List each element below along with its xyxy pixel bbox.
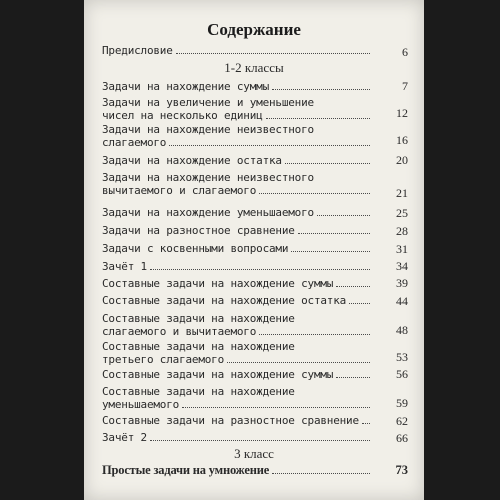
toc-entry-title: Составные задачи на нахождение суммы [102, 368, 334, 381]
dot-leader [259, 193, 370, 194]
dot-leader [336, 286, 370, 287]
toc-entry [102, 242, 372, 255]
book-page [84, 0, 424, 500]
toc-entry-title: Задачи на разностное сравнение [102, 224, 295, 237]
toc-page-number: 44 [396, 294, 408, 308]
toc-page-number: 20 [396, 153, 408, 167]
toc-page-number: 59 [396, 396, 408, 410]
toc-entry-line [102, 340, 372, 353]
dot-leader [150, 269, 370, 270]
toc-entry-title: Простые задачи на умножение [102, 464, 270, 477]
toc-entry-title: чисел на несколько единиц [102, 109, 263, 122]
toc-entry-line [102, 206, 372, 219]
toc-entry [102, 294, 372, 307]
toc-entry-line [102, 136, 372, 149]
dot-leader [362, 423, 370, 424]
dot-leader [227, 362, 370, 363]
toc-entry-line [102, 224, 372, 237]
toc-entry-line [102, 171, 372, 184]
toc-entry [102, 414, 372, 427]
toc-entry-line [102, 123, 372, 136]
toc-entry [102, 431, 372, 444]
dot-leader [150, 440, 370, 441]
section-heading-1-2: 1-2 классы [224, 60, 284, 75]
toc-entry-title: уменьшаемого [102, 398, 180, 411]
toc-entry-line [102, 44, 372, 57]
toc-entry-title: Задачи на нахождение неизвестного [102, 171, 314, 184]
toc-entry-line [102, 431, 372, 444]
toc-page-number: 48 [396, 323, 408, 337]
toc-entry-line [102, 109, 372, 122]
toc-entry [102, 368, 372, 381]
toc-entry [102, 96, 372, 122]
toc-entry-title: Составные задачи на нахождение [102, 312, 295, 325]
dot-leader [285, 163, 370, 164]
dot-leader [182, 407, 370, 408]
toc-page-number: 53 [396, 350, 408, 364]
section-heading-3: 3 класс [234, 446, 274, 461]
toc-entry-line [102, 260, 372, 273]
dot-leader [176, 53, 370, 54]
toc-page-number: 31 [396, 242, 408, 256]
toc-entry [102, 44, 372, 57]
toc-entry-title: Зачёт 2 [102, 431, 147, 444]
toc-entry-line [102, 242, 372, 255]
toc-entry-line [102, 368, 372, 381]
toc-page-number: 6 [402, 45, 408, 59]
toc-page-number: 66 [396, 431, 408, 445]
toc-entry-line [102, 414, 372, 427]
toc-entry-line [102, 96, 372, 109]
dot-leader [266, 118, 370, 119]
page-title: Содержание [207, 20, 301, 39]
toc-entry-line [102, 398, 372, 411]
toc-entry [102, 154, 372, 167]
toc-page-number: 25 [396, 206, 408, 220]
toc-page-number: 34 [396, 259, 408, 273]
toc-entry-line [102, 325, 372, 338]
toc-entry [102, 340, 372, 366]
toc-page-number: 62 [396, 414, 408, 428]
toc-entry [102, 277, 372, 290]
toc-entry-line [102, 294, 372, 307]
toc-entry-title: слагаемого и вычитаемого [102, 325, 257, 338]
toc-entry-title: Задачи на нахождение уменьшаемого [102, 206, 314, 219]
toc-page-number: 56 [396, 367, 408, 381]
toc-entry-title: Составные задачи на нахождение суммы [102, 277, 334, 290]
toc-entry-title: Составные задачи на нахождение [102, 340, 295, 353]
dot-leader [169, 145, 370, 146]
toc-entry [102, 260, 372, 273]
toc-entry [102, 224, 372, 237]
toc-entry-title: Задачи на нахождение суммы [102, 80, 269, 93]
toc-entry-title: Задачи на увеличение и уменьшение [102, 96, 314, 109]
toc-page-number: 39 [396, 276, 408, 290]
toc-entry [102, 385, 372, 411]
toc-page-number: 7 [402, 79, 408, 93]
toc-entry-title: вычитаемого и слагаемого [102, 184, 257, 197]
toc-entry-title: Составные задачи на нахождение [102, 385, 295, 398]
toc-entry [102, 80, 372, 93]
toc-page-number: 12 [396, 106, 408, 120]
dot-leader [298, 233, 370, 234]
dot-leader [336, 377, 370, 378]
toc-entry [102, 206, 372, 219]
toc-entry-title: Задачи на нахождение остатка [102, 154, 282, 167]
toc-entry [102, 312, 372, 338]
toc-entry [102, 464, 372, 477]
toc-page-number: 28 [396, 224, 408, 238]
toc-entry-title: Составные задачи на нахождение остатка [102, 294, 347, 307]
dot-leader [272, 89, 370, 90]
dot-leader [317, 215, 370, 216]
toc-entry-title: третьего слагаемого [102, 353, 225, 366]
toc-page-number: 16 [396, 133, 408, 147]
toc-entry [102, 171, 372, 197]
toc-page-number: 21 [396, 186, 408, 200]
dot-leader [259, 334, 370, 335]
toc-entry-line [102, 184, 372, 197]
toc-entry-line [102, 154, 372, 167]
toc-entry-title: Зачёт 1 [102, 260, 147, 273]
dot-leader [272, 473, 370, 474]
toc-entry-title: Задачи на нахождение неизвестного [102, 123, 314, 136]
toc-entry-line [102, 312, 372, 325]
dot-leader [349, 303, 370, 304]
toc-entry [102, 123, 372, 149]
toc-page-number: 73 [395, 463, 408, 477]
dot-leader [291, 251, 370, 252]
toc-entry-title: Задачи с косвенными вопросами [102, 242, 289, 255]
toc-entry-title: Составные задачи на разностное сравнение [102, 414, 359, 427]
toc-entry-line [102, 80, 372, 93]
toc-entry-line [102, 277, 372, 290]
toc-entry-title: Предисловие [102, 44, 173, 57]
toc-entry-line [102, 464, 372, 477]
toc-entry-line [102, 385, 372, 398]
toc-entry-line [102, 353, 372, 366]
toc-entry-title: слагаемого [102, 136, 167, 149]
